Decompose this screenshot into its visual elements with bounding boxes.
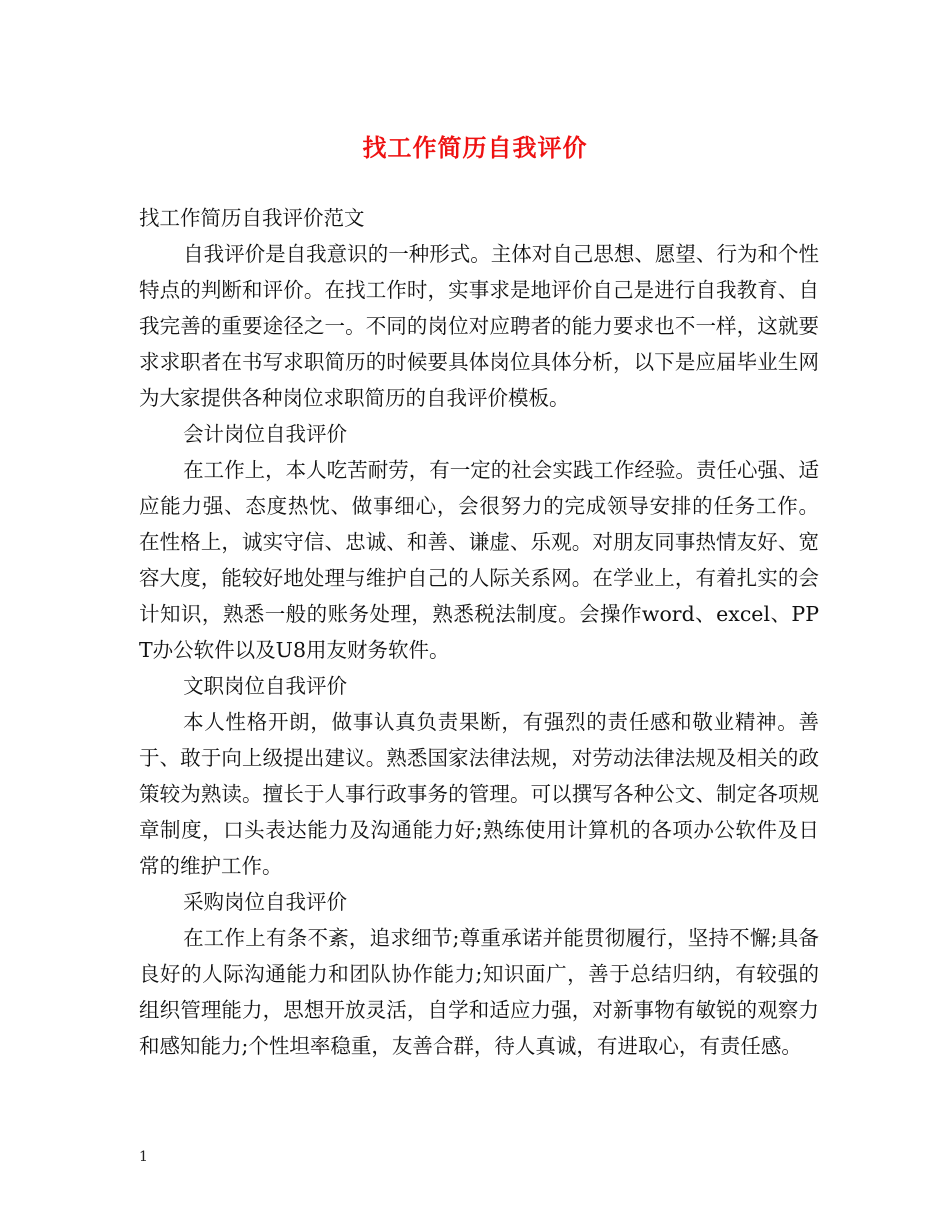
document-body: [139, 200, 819, 1064]
intro-paragraph: 自我评价是自我意识的一种形式。主体对自己思想、愿望、行为和个性特点的判断和评价。在找工作时，实事求是地评价自己是进行自我教育、自我完善的重要途径之一。不同的岗位对应聘者的能力要求也不一样，这就要求求职者在书写求职简历的时候要具体岗位具体分析，以下是应届毕业生网为大家提供各种岗位求职简历的自我评价模板。: [139, 242, 819, 410]
section-heading-clerical: 文职岗位自我评价: [183, 674, 348, 698]
section-heading-accounting: 会计岗位自我评价: [183, 422, 348, 446]
clerical-paragraph: 本人性格开朗，做事认真负责果断，有强烈的责任感和敬业精神。善于、敢于向上级提出建议。熟悉国家法律法规，对劳动法律法规及相关的政策较为熟读。擅长于人事行政事务的管理。可以撰写各种公文、制定各项规章制度，口头表达能力及沟通能力好;熟练使用计算机的各项办公软件及日常的维护工作。: [139, 710, 819, 878]
section-heading-purchasing: 采购岗位自我评价: [183, 890, 348, 914]
purchasing-paragraph: 在工作上有条不紊，追求细节;尊重承诺并能贯彻履行，坚持不懈;具备良好的人际沟通能力和团队协作能力;知识面广，善于总结归纳，有较强的组织管理能力，思想开放灵活，自学和适应力强，对新事物有敏锐的观察力和感知能力;个性坦率稳重，友善合群，待人真诚，有进取心，有责任感。: [139, 926, 819, 1058]
subtitle-paragraph: 找工作简历自我评价范文: [139, 206, 365, 230]
accounting-paragraph: 在工作上，本人吃苦耐劳，有一定的社会实践工作经验。责任心强、适应能力强、态度热忱、做事细心，会很努力的完成领导安排的任务工作。 在性格上，诚实守信、忠诚、和善、谦虚、乐观。对朋友同事热情友好、宽容大度，能较好地处理与维护自己的人际关系网。在学业上，有着扎实的会计知识，熟悉一般的账务处理，熟悉税法制度。会操作word、excel、PPT办公软件以及U8用友财务软件。: [139, 458, 819, 662]
document-title: 找工作简历自我评价: [362, 133, 588, 162]
page-number: 1: [139, 1149, 148, 1165]
